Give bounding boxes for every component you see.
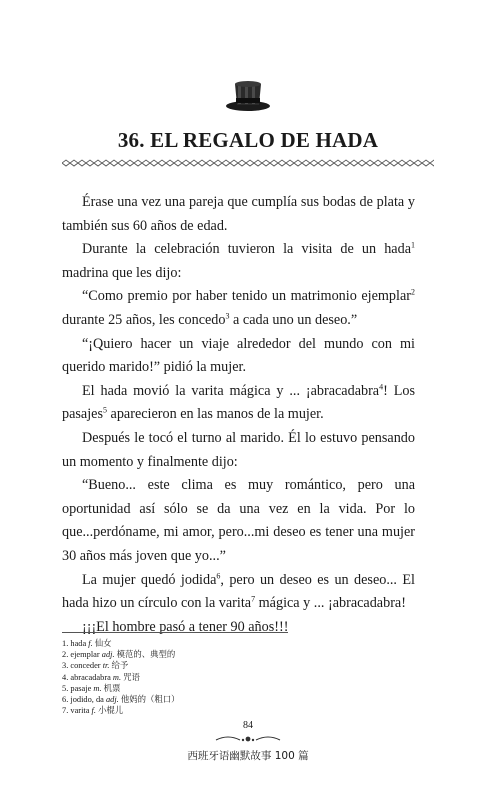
paragraph-text: aparecieron en las manos de la mujer. xyxy=(106,406,324,423)
footnote-pos: adj. xyxy=(101,650,115,660)
page-ornament xyxy=(214,733,282,745)
footnote xyxy=(62,660,362,671)
top-hat-icon xyxy=(224,76,272,112)
footnote-word: varita xyxy=(70,706,90,716)
footnote-number: 6. xyxy=(62,695,69,705)
footnote-number: 1. xyxy=(62,639,69,648)
footnote-meaning: 他妈的（粗口） xyxy=(120,695,180,705)
footnotes xyxy=(62,638,362,716)
footnote-meaning: 咒语 xyxy=(123,672,140,682)
paragraph xyxy=(62,285,415,332)
footnote-pos: adj. xyxy=(105,695,119,705)
paragraph xyxy=(62,238,415,285)
paragraph xyxy=(62,474,415,568)
paragraph-text: Durante la celebración tuvieron la visita de un hada xyxy=(82,241,411,258)
paragraph-text: La mujer quedó jodida xyxy=(82,571,217,588)
paragraph-text: El hada movió la varita mágica y ... ¡abracadabra xyxy=(82,382,380,399)
paragraph-text: a cada uno un deseo.” xyxy=(229,311,358,328)
paragraph-text: Érase una vez una pareja que cumplía sus bodas de plata y también sus 60 años de edad. xyxy=(62,194,415,234)
paragraph-text: madrina que les dijo: xyxy=(62,264,182,281)
footnote-number: 2. xyxy=(62,650,69,660)
footnote-marker: 6 xyxy=(216,570,221,580)
footnote-number: 5. xyxy=(62,683,69,693)
footnote-number: 3. xyxy=(62,661,69,671)
footnote-pos: m. xyxy=(112,672,122,682)
footnote-marker: 3 xyxy=(225,311,230,321)
paragraph-text: “Bueno... este clima es muy romántico, pero una oportunidad así sólo se da una vez en la vida. Por lo que...perdóname, mi amor, pero...mi deseo es tener una mujer 30 años más joven que yo...” xyxy=(62,477,415,564)
footnote xyxy=(62,649,362,660)
footnote-word: ejemplar xyxy=(70,650,100,660)
footnote-marker: 1 xyxy=(411,240,415,250)
footnote-word: jodido, da xyxy=(70,695,104,705)
story-title: 36. EL REGALO DE HADA xyxy=(117,128,379,152)
footnote xyxy=(62,638,362,649)
paragraph xyxy=(62,569,415,616)
paragraph xyxy=(62,191,415,238)
footnote-pos: m. xyxy=(93,683,102,693)
footnote-marker: 5 xyxy=(102,405,107,415)
paragraph-text: “¡Quiero hacer un viaje alrededor del mundo con mi querido marido!” pidió la mujer. xyxy=(62,335,415,376)
footnote-meaning: 模范的、典型的 xyxy=(116,650,176,660)
paragraph xyxy=(62,427,415,474)
footnote-marker: 2 xyxy=(411,287,415,297)
paragraph xyxy=(62,380,415,427)
page-number: 84 xyxy=(243,720,253,731)
book-title: 西班牙语幽默故事 100 篇 xyxy=(187,750,309,762)
footnote xyxy=(62,672,362,683)
footnote-word: pasaje xyxy=(70,683,92,693)
footnote-pos: tr. xyxy=(102,661,110,671)
footnote-word: conceder xyxy=(70,661,101,671)
footnote-marker: 4 xyxy=(379,382,384,392)
footnote-word: hada xyxy=(70,639,87,648)
footnote xyxy=(62,705,362,716)
footnote-meaning: 小棍儿 xyxy=(98,706,124,716)
paragraph-text: “Como premio por haber tenido un matrimonio ejemplar xyxy=(82,288,411,305)
footnote-meaning: 给予 xyxy=(111,661,129,671)
footnote xyxy=(62,694,362,705)
footnote-pos: f. xyxy=(91,706,96,716)
footnote-pos: f. xyxy=(88,639,93,648)
paragraph-text: , pero un deseo es un deseo... El hada hizo un círculo con la varita xyxy=(62,571,415,612)
paragraph xyxy=(62,333,415,380)
footnote-marker: 7 xyxy=(251,594,256,604)
footnote-meaning: 仙女 xyxy=(94,639,112,648)
paragraph-text: durante 25 años, les concedo xyxy=(62,311,226,328)
footnote-meaning: 机票 xyxy=(103,683,121,693)
footnote-rule xyxy=(62,632,288,633)
paragraph-text: mágica y ... ¡abracadabra! xyxy=(255,595,406,612)
footnote-number: 4. xyxy=(62,672,69,682)
footnote-word: abracadabra xyxy=(70,672,111,682)
paragraph-text: ¡¡¡El hombre pasó a tener 90 años!!! xyxy=(82,618,289,635)
paragraph-text: Después le tocó el turno al marido. Él lo estuvo pensando un momento y finalmente dijo: xyxy=(62,429,415,470)
footnote xyxy=(62,683,362,694)
story-body xyxy=(62,191,415,639)
paragraph-text: ! Los pasajes xyxy=(62,382,415,423)
footnote-number: 7. xyxy=(62,706,69,716)
chain-divider xyxy=(62,158,434,168)
paragraph xyxy=(62,616,415,640)
